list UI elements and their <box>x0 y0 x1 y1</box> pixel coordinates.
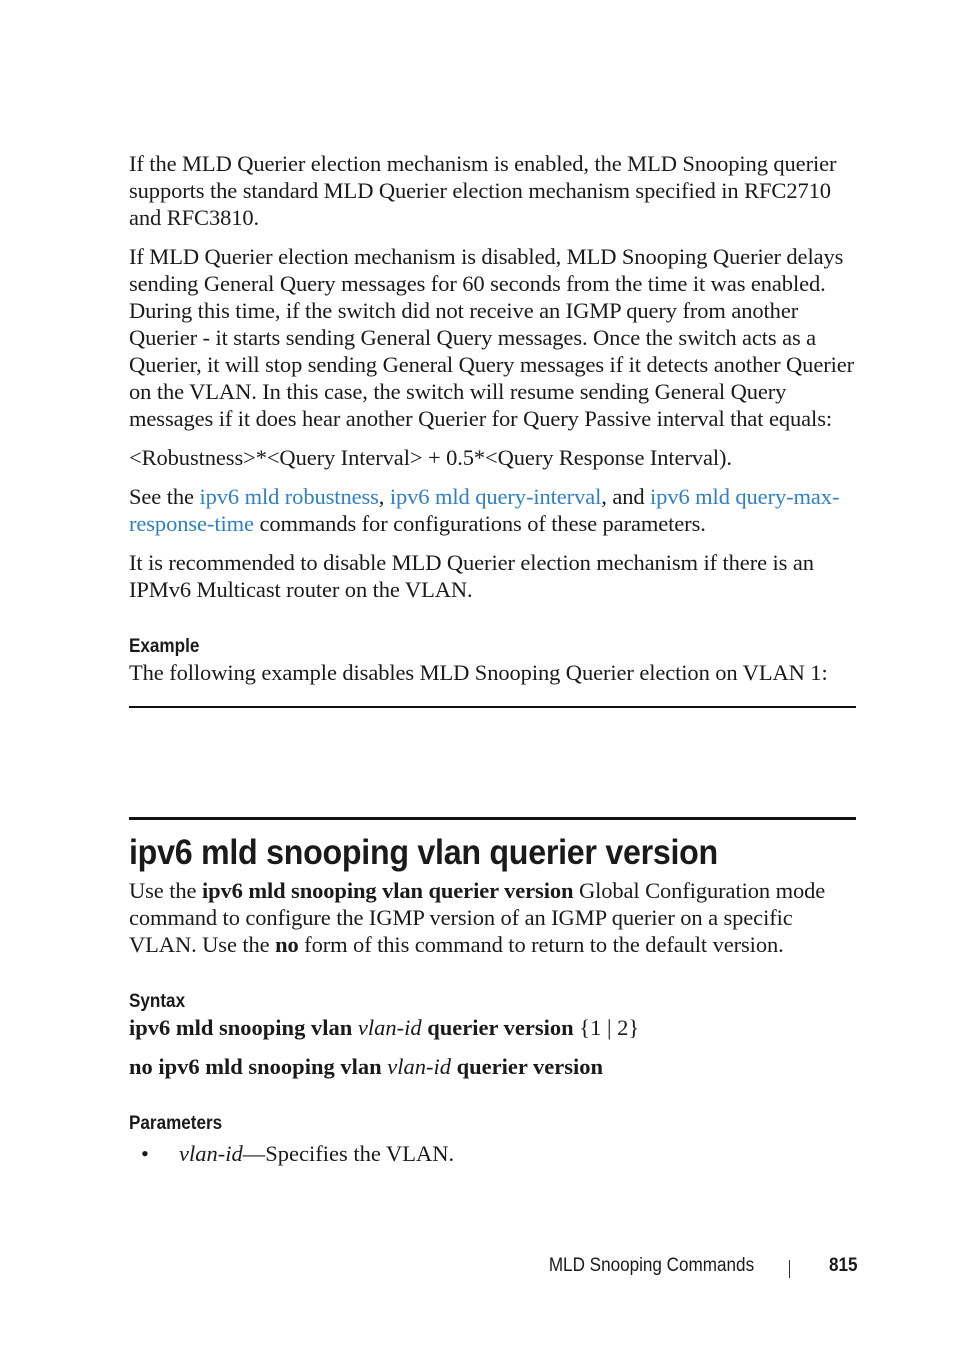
desc-end: form of this command to return to the default version. <box>298 932 784 957</box>
desc-command-name: ipv6 mld snooping vlan querier version <box>201 878 574 903</box>
bullet-icon: • <box>141 1141 149 1166</box>
intro-paragraph-2: If MLD Querier election mechanism is disabled, MLD Snooping Querier delays sending General Query messages for 60 seconds from the time it was enabled. During this time, if the switch did not receive an IGMP query from another Querier - it starts sending General Query messages. Once the switch acts as a Querier, it will stop sending General Query messages if it detects another Querier on the VLAN. In this case, the switch will resume sending General Query messages if it does hear another Querier for Query Passive interval that equals: <box>129 244 855 431</box>
intro-paragraph-4: It is recommended to disable MLD Querier election mechanism if there is an IPMv6 Multicast router on the VLAN. <box>129 550 814 602</box>
command-description <box>129 877 856 958</box>
see-separator-1: , <box>378 484 390 509</box>
syntax-line-2 <box>129 1053 856 1080</box>
desc-mid: Global Configuration mode command to configure the IGMP version of an IGMP querier on a specific VLAN. Use the <box>129 878 826 957</box>
syntax-line-1 <box>129 1014 856 1041</box>
syntax-heading: Syntax <box>129 991 186 1012</box>
example-heading: Example <box>129 636 200 657</box>
syntax-1-keyword-2: querier version <box>421 1015 580 1040</box>
syntax-2-keyword-2: querier version <box>450 1054 604 1079</box>
footer-separator <box>789 1260 790 1278</box>
parameters-heading: Parameters <box>129 1113 223 1134</box>
footer-section-title: MLD Snooping Commands <box>548 1255 754 1276</box>
intro-paragraph-1: If the MLD Querier election mechanism is enabled, the MLD Snooping querier supports the standard MLD Querier election mechanism specified in RFC2710 and RFC3810. <box>129 151 837 230</box>
see-also-paragraph <box>129 483 856 537</box>
syntax-2-keyword: no ipv6 mld snooping vlan <box>129 1054 388 1079</box>
parameter-description: —Specifies the VLAN. <box>242 1141 455 1166</box>
parameter-item <box>129 1140 856 1167</box>
example-text: The following example disables MLD Snooping Querier election on VLAN 1: <box>129 660 828 685</box>
syntax-2-variable: vlan-id <box>387 1054 451 1079</box>
link-ipv6-mld-query-interval[interactable]: ipv6 mld query-interval <box>389 484 602 509</box>
syntax-1-options: {1 | 2} <box>579 1015 640 1040</box>
parameter-name: vlan-id <box>179 1141 243 1166</box>
formula-line: <Robustness>*<Query Interval> + 0.5*<Query Response Interval). <box>129 445 732 470</box>
command-title: ipv6 mld snooping vlan querier version <box>129 833 718 872</box>
syntax-1-keyword: ipv6 mld snooping vlan <box>129 1015 358 1040</box>
page-content <box>129 150 856 1167</box>
link-ipv6-mld-robustness[interactable]: ipv6 mld robustness <box>199 484 379 509</box>
link-ipv6-mld-query-max-response-time[interactable]: ipv6 mld query-max-response-time <box>129 484 840 536</box>
see-prefix: See the <box>129 484 200 509</box>
see-separator-2: , and <box>601 484 651 509</box>
see-suffix: commands for configurations of these parameters. <box>253 511 706 536</box>
desc-no-keyword: no <box>275 932 299 957</box>
page-number: 815 <box>829 1255 858 1276</box>
syntax-1-variable: vlan-id <box>357 1015 422 1040</box>
desc-use: Use the <box>129 878 202 903</box>
page-footer <box>0 1255 954 1285</box>
